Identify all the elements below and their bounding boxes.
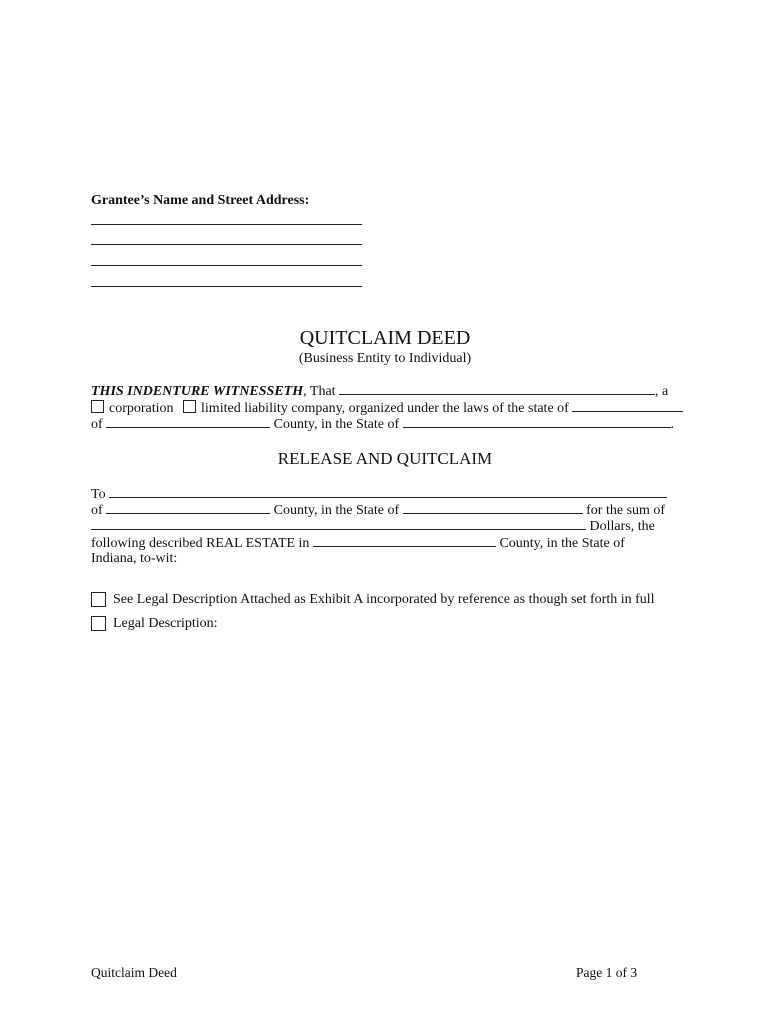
indenture-line-1 (91, 382, 668, 400)
page-number: Page 1 of 3 (576, 965, 638, 980)
dollars-label: Dollars, the (589, 519, 655, 534)
sum-of-label: for the sum of (586, 503, 666, 518)
llc-checkbox[interactable] (183, 400, 196, 413)
county-state-of-label: County, in the State of (499, 536, 625, 551)
grantee-name-field[interactable] (109, 485, 667, 498)
indenture-period: . (670, 417, 675, 432)
organized-state-field[interactable] (572, 399, 683, 412)
county-state-label: County, in the State of (273, 417, 400, 432)
of-label: of (91, 417, 103, 432)
grantor-county-field[interactable] (106, 415, 270, 428)
indenture-line-3 (91, 415, 674, 433)
grantee-line-1[interactable] (91, 224, 362, 225)
release-line-5: Indiana, to-wit: (91, 551, 178, 566)
release-line-3 (91, 517, 655, 535)
release-county-state-label: County, in the State of (273, 503, 400, 518)
llc-label: limited liability company, organized under the laws of the state of (201, 401, 569, 416)
document-subtitle: (Business Entity to Individual) (298, 351, 472, 366)
grantee-state-field[interactable] (403, 501, 583, 514)
to-label: To (91, 487, 106, 502)
legal-description-checkbox[interactable] (91, 616, 106, 631)
property-county-field[interactable] (313, 534, 496, 547)
grantor-state-field[interactable] (403, 415, 671, 428)
grantee-line-3[interactable] (91, 265, 362, 266)
legal-description-label: Legal Description: (113, 616, 218, 631)
indenture-that: , That (303, 384, 336, 399)
exhibit-label: See Legal Description Attached as Exhibit A incorporated by reference as though set forth in full (113, 592, 655, 607)
release-of-label: of (91, 503, 103, 518)
corporation-label: corporation (109, 401, 174, 416)
following-label: following described REAL ESTATE in (91, 536, 310, 551)
indenture-lead: THIS INDENTURE WITNESSETH (91, 384, 304, 399)
grantee-line-2[interactable] (91, 244, 362, 245)
indenture-a: , a (655, 384, 669, 399)
footer-title: Quitclaim Deed (91, 965, 177, 980)
dollars-amount-field[interactable] (91, 517, 586, 530)
document-title: QUITCLAIM DEED (299, 327, 471, 349)
corporation-checkbox[interactable] (91, 400, 104, 413)
grantee-heading: Grantee’s Name and Street Address: (91, 193, 310, 208)
release-heading: RELEASE AND QUITCLAIM (277, 449, 493, 468)
grantee-line-4[interactable] (91, 286, 362, 287)
exhibit-checkbox[interactable] (91, 592, 106, 607)
grantee-county-field[interactable] (106, 501, 270, 514)
grantor-name-field[interactable] (339, 382, 655, 395)
